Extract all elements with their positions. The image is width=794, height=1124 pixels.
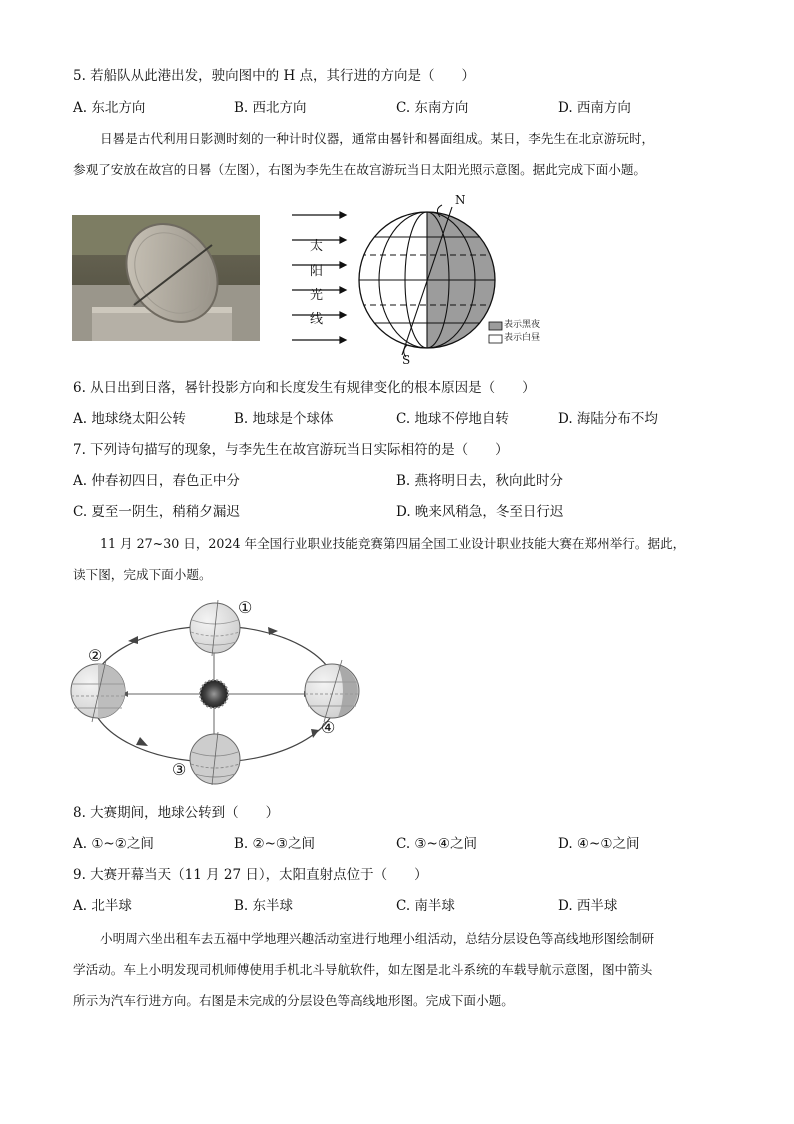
q8-stem: 8. 大赛期间，地球公转到（ ） <box>73 805 280 821</box>
q8-option-c: C. ③~④之间 <box>396 836 477 852</box>
passage3-line1: 小明周六坐出租车去五福中学地理兴趣活动室进行地理小组活动，总结分层设色等高线地形图绘制研 <box>100 931 655 946</box>
passage1-line2: 参观了安放在故宫的日晷（左图），右图为李先生在故宫游玩当日太阳光照示意图。据此完成下面小题。 <box>73 162 647 177</box>
q8-option-b: B. ②~③之间 <box>234 836 316 852</box>
q7-option-d: D. 晚来风稍急，冬至日行迟 <box>396 504 564 520</box>
orbit-label-2: ② <box>88 646 103 665</box>
earth-orbit-diagram <box>68 596 368 790</box>
passage1-line1: 日晷是古代利用日影测时刻的一种计时仪器，通常由晷针和晷面组成。某日，李先生在北京游玩时， <box>100 131 655 146</box>
q7-option-a: A. 仲春初四日，春色正中分 <box>73 473 240 489</box>
q9-stem: 9. 大赛开幕当天（11 月 27 日），太阳直射点位于（ ） <box>73 867 428 883</box>
passage3-line2: 学活动。车上小明发现司机师傅使用手机北斗导航软件，如左图是北斗系统的车载导航示意图，图中箭头 <box>73 962 653 977</box>
sunlight-char-3: 光 <box>310 288 324 303</box>
q9-option-d: D. 西半球 <box>558 898 618 914</box>
q8-option-a: A. ①~②之间 <box>73 836 154 852</box>
sundial-photo <box>72 215 260 341</box>
sunlight-char-2: 阳 <box>310 264 324 279</box>
north-pole-label: N <box>455 193 466 207</box>
q5-option-c: C. 东南方向 <box>396 100 469 116</box>
orbit-label-3: ③ <box>172 760 187 779</box>
sunlight-illumination-diagram <box>290 195 560 371</box>
orbit-label-1: ① <box>238 598 253 617</box>
sunlight-char-4: 线 <box>310 312 324 327</box>
q7-option-c: C. 夏至一阴生，稍稍夕漏迟 <box>73 504 240 520</box>
q5-option-a: A. 东北方向 <box>73 100 146 116</box>
q6-option-b: B. 地球是个球体 <box>234 411 334 427</box>
q8-option-d: D. ④~①之间 <box>558 836 640 852</box>
q5-option-b: B. 西北方向 <box>234 100 307 116</box>
sunlight-char-1: 太 <box>310 239 324 254</box>
q9-option-b: B. 东半球 <box>234 898 294 914</box>
q5-option-d: D. 西南方向 <box>558 100 631 116</box>
q7-stem: 7. 下列诗句描写的现象，与李先生在故宫游玩当日实际相符的是（ ） <box>73 442 509 458</box>
q6-option-a: A. 地球绕太阳公转 <box>73 411 186 427</box>
q9-option-a: A. 北半球 <box>73 898 132 914</box>
q9-option-c: C. 南半球 <box>396 898 455 914</box>
q5-stem: 5. 若船队从此港出发，驶向图中的 H 点，其行进的方向是（ ） <box>73 68 476 84</box>
q6-stem: 6. 从日出到日落，晷针投影方向和长度发生有规律变化的根本原因是（ ） <box>73 380 536 396</box>
legend-night: 表示黑夜 <box>504 320 541 330</box>
south-pole-label: S <box>402 353 411 367</box>
q6-option-d: D. 海陆分布不均 <box>558 411 658 427</box>
q6-option-c: C. 地球不停地自转 <box>396 411 509 427</box>
passage3-line3: 所示为汽车行进方向。右图是未完成的分层设色等高线地形图。完成下面小题。 <box>73 993 514 1008</box>
passage2-line1: 11 月 27~30 日，2024 年全国行业职业技能竞赛第四届全国工业设计职业技能大赛在郑州举行。据此， <box>100 536 686 551</box>
q7-option-b: B. 燕将明日去，秋向此时分 <box>396 473 564 489</box>
passage2-line2: 读下图，完成下面小题。 <box>73 567 212 582</box>
orbit-label-4: ④ <box>321 718 336 737</box>
legend-day: 表示白昼 <box>504 333 541 343</box>
